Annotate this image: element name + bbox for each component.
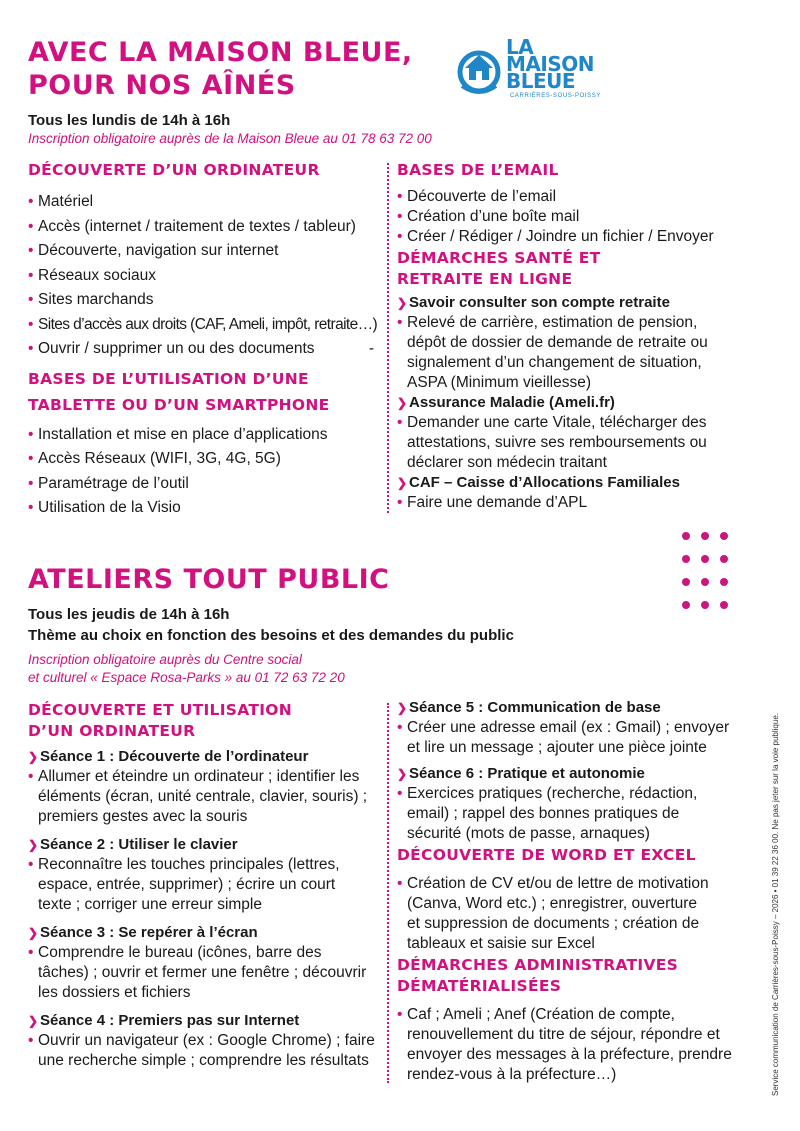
dot [720,532,728,540]
text-line: • Caf ; Ameli ; Anef (Création de compte, [407,1006,675,1023]
text-line: sécurité (mots de passe, arnaques) [407,825,650,842]
list-item [28,855,380,915]
seance-5-heading: ❯ Séance 5 : Communication de base [397,698,742,718]
logo-line-2: MAISON [506,52,594,76]
text-line: renouvellement du titre de séjour, répondre et [407,1026,720,1043]
list-item [397,718,742,758]
seance-3-heading: ❯ Séance 3 : Se repérer à l’écran [28,923,380,943]
public-schedule-line2: Thème au choix en fonction des besoins et des demandes du public [28,627,514,644]
public-inscription-line2: et culturel « Espace Rosa-Parks » au 01 72 63 72 20 [28,670,345,685]
list-item [28,1031,380,1071]
public-inscription-line1: Inscription obligatoire auprès du Centre social [28,652,302,667]
section-title-decouverte-line2: D’UN ORDINATEUR [28,722,196,740]
section-title-decouverte-line1: DÉCOUVERTE ET UTILISATION [28,701,293,719]
trailing-dash: - [368,340,374,357]
seniors-inscription: Inscription obligatoire auprès de la Maison Bleue au 01 78 63 72 00 [28,131,432,146]
section-title-word-excel: DÉCOUVERTE DE WORD ET EXCEL [397,846,696,864]
dot [720,601,728,609]
text-line: ASPA (Minimum vieillesse) [407,374,592,391]
text-line: premiers gestes avec la souris [38,808,248,825]
public-right-column [397,698,742,1085]
section-title-tablette-line1: BASES DE L’UTILISATION D’UNE [28,369,309,388]
section-title-tablette-line2: TABLETTE OU D’UN SMARTPHONE [28,395,330,414]
dot [682,532,690,540]
text-line: attestations, suivre ses remboursements ou [407,434,707,451]
column-divider [387,703,389,1083]
text-line: • Ouvrir un navigateur (ex : Google Chrome) ; faire [38,1032,375,1049]
text-line: dépôt de dossier de demande de retraite ou [407,334,708,351]
maison-bleue-logo [456,35,636,104]
dot [682,555,690,563]
seniors-left-column [28,160,380,523]
list-item: • Paramétrage de l’outil [28,474,380,494]
text-line: • Exercices pratiques (recherche, rédaction, [407,785,698,802]
text-line: • Reconnaître les touches principales (lettres, [38,856,340,873]
dot [682,601,690,609]
logo-line-3: BLEUE [506,69,576,93]
text-line: éléments (écran, unité centrale, clavier, souris) ; [38,788,368,805]
section-title-admin-line2: DÉMATÉRIALISÉES [397,977,562,995]
list-item: • Créer / Rédiger / Joindre un fichier / Envoyer [397,227,737,247]
seniors-title: AVEC LA MAISON BLEUE, POUR NOS AÎNÉS [28,37,413,101]
text-line: email) ; rappel des bonnes pratiques de [407,805,680,822]
list-item: • Matériel [28,192,380,212]
dot [682,578,690,586]
list-item: • Découverte de l’email [397,187,737,207]
list-item: • Accès (internet / traitement de textes / tableur) [28,217,380,237]
section-title-ordinateur: DÉCOUVERTE D’UN ORDINATEUR [28,161,320,179]
text-line: déclarer son médecin traitant [407,454,607,471]
dot [701,601,709,609]
list-item [28,943,380,1003]
list-item [28,339,380,359]
dot [701,555,709,563]
logo-line-1: LA [506,35,534,59]
dot [701,578,709,586]
seance-4-heading: ❯ Séance 4 : Premiers pas sur Internet [28,1011,380,1031]
text-line: tâches) ; ouvrir et fermer une fenêtre ; découvrir [38,964,367,981]
text-line: envoyer des messages à la préfecture, prendre [407,1046,732,1063]
list-item: • Installation et mise en place d’applications [28,425,380,445]
text-line: et suppression de documents ; création de [407,915,700,932]
public-title: ATELIERS TOUT PUBLIC [28,564,390,595]
public-schedule-line1: Tous les jeudis de 14h à 16h [28,606,230,623]
text-line: espace, entrée, supprimer) ; écrire un court [38,876,336,893]
text-line: signalement d’un changement de situation, [407,354,702,371]
seance-6-heading: ❯ Séance 6 : Pratique et autonomie [397,764,742,784]
ameli-heading: ❯ Assurance Maladie (Ameli.fr) [397,393,737,413]
dot [720,555,728,563]
text-line: les dossiers et fichiers [38,984,191,1001]
section-title-email: BASES DE L’EMAIL [397,161,559,179]
list-item: • Utilisation de la Visio [28,498,380,518]
dot [701,532,709,540]
text-line: une recherche simple ; comprendre les résultats [38,1052,369,1069]
house-hands-icon [456,46,502,96]
section-title-sante-line1: DÉMARCHES SANTÉ ET [397,249,601,267]
caf-heading: ❯ CAF – Caisse d’Allocations Familiales [397,473,737,493]
public-left-column [28,700,380,1071]
side-note: Service communication de Carrières-sous-Poissy – 2026 • 01 39 22 36 00. Ne pas jeter sur la voie publique. [771,712,780,1096]
decorative-dot-grid [682,532,728,609]
list-item: • Création d’une boîte mail [397,207,737,227]
list-item [397,874,742,954]
list-item [397,413,737,473]
text-line: (Canva, Word etc.) ; enregistrer, ouverture [407,895,698,912]
list-item: • Accès Réseaux (WIFI, 3G, 4G, 5G) [28,449,380,469]
text-line: • Allumer et éteindre un ordinateur ; identifier les [38,768,360,785]
list-item: • Sites d’accès aux droits (CAF, Ameli, impôt, retraite…) [28,315,380,335]
seance-2-heading: ❯ Séance 2 : Utiliser le clavier [28,835,380,855]
list-item: • Sites marchands [28,290,380,310]
text-line: tableaux et saisie sur Excel [407,935,595,952]
text-line: • Relevé de carrière, estimation de pension, [407,314,698,331]
seniors-right-column [397,160,737,513]
list-item [397,313,737,393]
text-line: et lire un message ; ajouter une pièce jointe [407,739,707,756]
section-title-sante-line2: RETRAITE EN LIGNE [397,270,573,288]
text-line: • Demander une carte Vitale, télécharger des [407,414,707,431]
seance-1-heading: ❯ Séance 1 : Découverte de l’ordinateur [28,747,380,767]
list-item: • Découverte, navigation sur internet [28,241,380,261]
column-divider [387,163,389,513]
list-item-text: • Ouvrir / supprimer un ou des documents [38,340,315,357]
text-line: rendez-vous à la préfecture…) [407,1066,617,1083]
list-item: • Réseaux sociaux [28,266,380,286]
list-item [397,1005,742,1085]
seniors-schedule: Tous les lundis de 14h à 16h [28,112,231,129]
retraite-heading: ❯ Savoir consulter son compte retraite [397,293,737,313]
dot [720,578,728,586]
text-line: texte ; corriger une erreur simple [38,896,262,913]
logo-subtitle: CARRIÈRES-SOUS-POISSY [510,93,601,99]
list-item: • Faire une demande d’APL [397,493,737,513]
text-line: • Comprendre le bureau (icônes, barre des [38,944,322,961]
list-item [397,784,742,844]
section-title-admin-line1: DÉMARCHES ADMINISTRATIVES [397,956,679,974]
text-line: • Créer une adresse email (ex : Gmail) ; envoyer [407,719,730,736]
text-line: • Création de CV et/ou de lettre de motivation [407,875,709,892]
list-item [28,767,380,827]
